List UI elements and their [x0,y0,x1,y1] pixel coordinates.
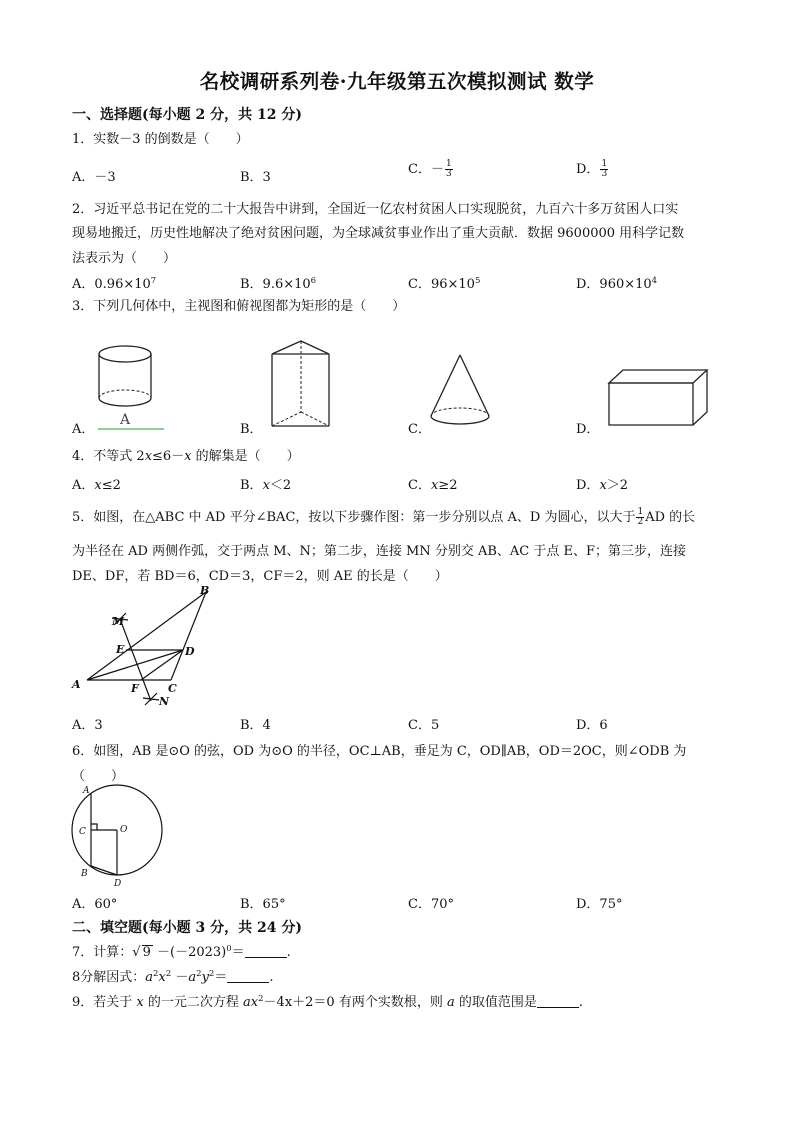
q5-label-n: N [159,695,170,708]
q5-label-d: D [185,645,195,658]
q4-option-c: C．x≥2 [408,478,458,493]
q6-label-b: B [81,869,88,879]
q3-option-a: A． [72,422,95,437]
q1-stem: 1．实数－3 的倒数是（ ） [72,132,249,147]
q3-figure-prism [262,334,337,429]
q3-figure-cone [425,350,500,430]
q5-line1: 5．如图，在△ABC 中 AD 平分∠BAC，按以下步骤作图：第一步分别以点 A、D 为圆心，以大于 $\frac{1}{2}$ AD 的长 [72,507,696,527]
q6-option-c: C．70° [408,897,454,912]
q6-option-d: D．75° [576,897,623,912]
q6-line1: 6．如图，AB 是⊙O 的弦，OD 为⊙O 的半径，OC⊥AB，垂足为 C，OD∥AB，OD＝2OC，则∠ODB 为 [72,744,687,759]
q5-option-b: B．4 [240,718,271,733]
q1-option-c: C．－ $\frac{1}{3}$ [408,159,452,179]
q6-figure [64,780,174,890]
q3-option-d: D． [576,422,600,437]
q5-option-d: D．6 [576,718,608,733]
q7-stem: 7．计算：√ $9 -(-2023)^0=$ . [72,944,291,960]
q2-line2: 现易地搬迁，历史性地解决了绝对贫困问题，为全球减贫事业作出了重大贡献．数据 9600000 用科学记数 [72,226,685,241]
q5-label-b: B [200,585,210,597]
q9-answer-blank[interactable] [537,995,579,1008]
q3-stem: 3．下列几何体中，主视图和俯视图都为矩形的是（ ） [72,299,406,314]
section-heading-choice: 一、选择题(每小题 2 分，共 12 分) [72,107,302,123]
q5-label-a: A [72,678,81,691]
q8-answer-blank[interactable] [227,970,269,983]
q6-label-a: A [83,786,90,796]
q1-option-d: D． $\frac{1}{3}$ [576,159,608,179]
q5-label-m: M [112,615,125,628]
q4-option-d: D．x＞2 [576,478,629,493]
q4-option-b: B．x＜2 [240,478,292,493]
q3-option-c: C． [408,422,431,437]
q3-option-b: B． [240,422,263,437]
q3-figure-cuboid [605,365,715,430]
q2-line1: 2．习近平总书记在党的二十大报告中讲到，全国近一亿农村贫困人口实现脱贫，九百六十多万贫困人口实 [72,202,679,217]
q6-option-a: A．60° [72,897,118,912]
q2-line3: 法表示为（ ） [72,251,177,266]
q6-option-b: B．65° [240,897,286,912]
q3-figure-cylinder [90,340,170,435]
q6-label-d: D [114,879,122,889]
q5-figure [68,585,218,710]
q5-option-c: C．5 [408,718,440,733]
q6-line2: （ ） [72,769,125,784]
q5-label-e: E [116,643,125,656]
q2-option-c: C．$96\times 10^5$ [408,276,481,292]
q3-fig-label-a: A [120,412,131,428]
q4-stem: 4．不等式 2x≤6－x 的解集是（ ） [72,449,300,464]
q6-label-c: C [79,827,86,837]
q5-line3: DE、DF，若 BD＝6，CD＝3，CF＝2，则 AE 的长是（ ） [72,569,448,584]
q1-option-a: A．－3 [72,170,116,185]
q7-answer-blank[interactable] [245,945,287,958]
q9-stem: 9．若关于 x 的一元二次方程 $ax^2-4x+2=0$ 有两个实数根，则 a 的取值范围是 . [72,994,584,1010]
q2-option-d: D．$960\times 10^4$ [576,276,658,292]
q2-option-b: B．$9.6\times 10^6$ [240,276,317,292]
q5-label-f: F [131,682,139,695]
q5-label-c: C [168,682,177,695]
q2-option-a: A．$0.96\times 10^7$ [72,276,157,292]
q8-stem: 8分解因式：$a^2x^2 -a^2y^2=$ . [72,969,274,985]
q6-label-o: O [120,825,128,835]
q5-option-a: A．3 [72,718,103,733]
q4-option-a: A．x≤2 [72,478,121,493]
q5-line2: 为半径在 AD 两侧作弧，交于两点 M、N；第二步，连接 MN 分别交 AB、AC 于点 E、F；第三步，连接 [72,544,687,559]
page-title: 名校调研系列卷·九年级第五次模拟测试 数学 [199,70,595,93]
section-heading-fill-blank: 二、填空题(每小题 3 分，共 24 分) [72,920,302,936]
q1-option-b: B．3 [240,170,271,185]
